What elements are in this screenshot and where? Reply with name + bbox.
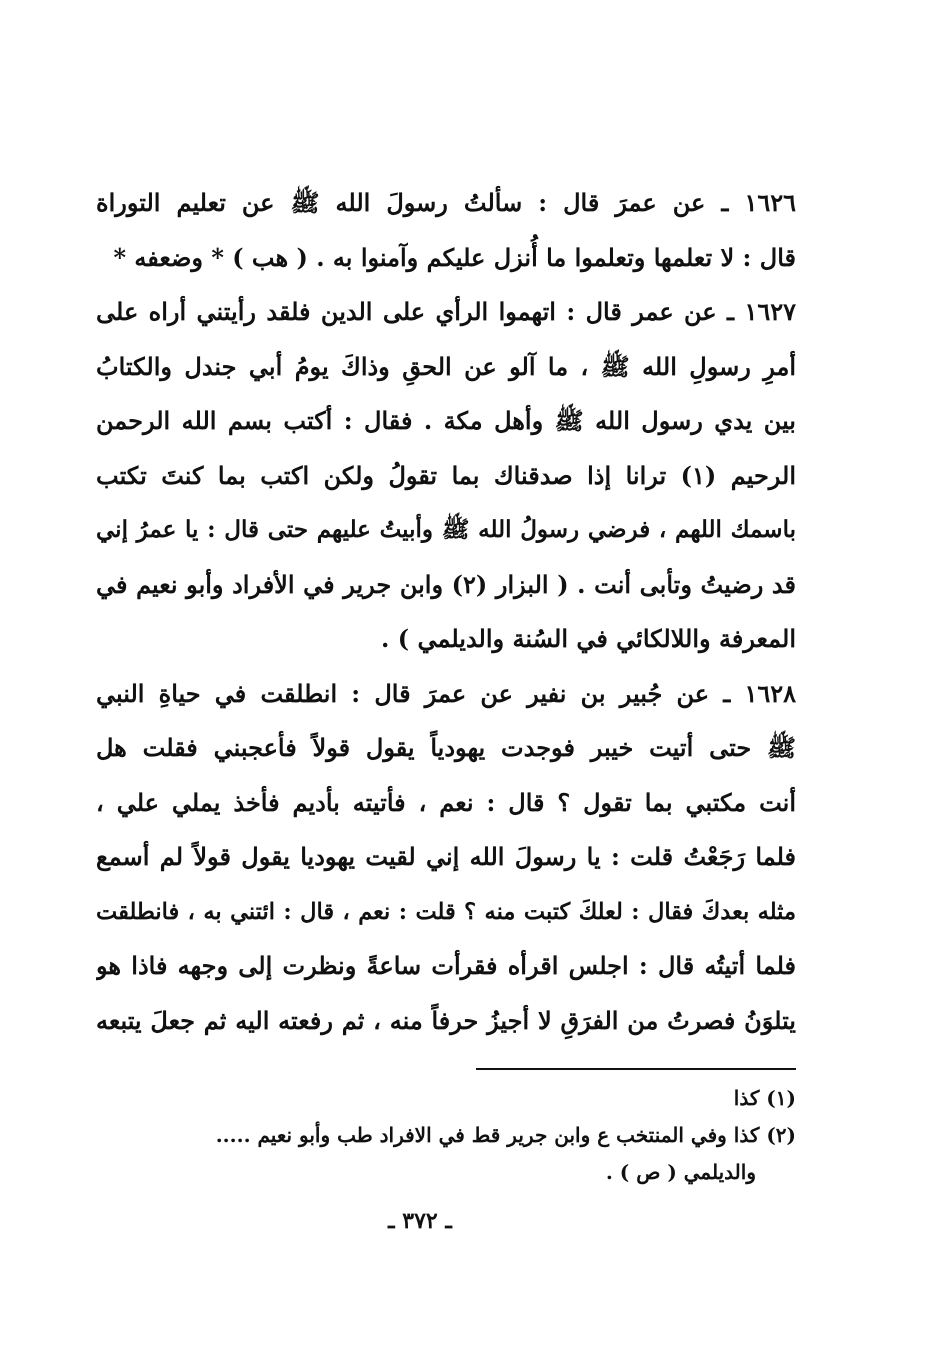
footnote-separator <box>476 1068 796 1070</box>
text-line: المعرفة واللالكائي في السُنة والديلمي ) . <box>381 624 796 653</box>
text-line: قال : لا تعلمها وتعلموا ما أُنزل عليكم وآمنوا به . ( هب ) * وضعفه * <box>113 242 796 272</box>
text-line: أنت مكتبي بما تقول ؟ قال : نعم ، فأتيته بأديم فأخذ يملي علي ، <box>96 787 796 817</box>
text-line: باسمك اللهم ، فرضي رسولُ الله ﷺ وأبيتُ عليهم حتى قال : يا عمرُ إني <box>96 516 796 543</box>
text-line: يتلوَنُ فصرتُ من الفرَقِ لا أجيزُ حرفاً منه ، ثم رفعته اليه ثم جعلَ يتبعه <box>96 1005 796 1035</box>
text-line: أمرِ رسولِ الله ﷺ ، ما آلو عن الحقِ وذاكَ يومُ أبي جندل والكتابُ <box>96 351 796 381</box>
text-line: مثله بعدكَ فقال : لعلكَ كتبت منه ؟ قلت : نعم ، قال : ائتني به ، فانطلقت <box>96 898 796 925</box>
footnote-2-continuation: والديلمي ( ص ) . <box>605 1160 756 1184</box>
text-line: قد رضيتُ وتأبى أنت . ( البزار (٢) وابن جرير في الأفراد وأبو نعيم في <box>96 569 796 599</box>
page-number: ـ ٣٧٢ ـ <box>388 1208 452 1234</box>
body-text <box>96 176 796 1048</box>
text-line: ١٦٢٦ ـ عن عمرَ قال : سألتُ رسولَ الله ﷺ عن تعليم التوراة <box>96 188 796 217</box>
text-line: ﷺ حتى أتيت خيبر فوجدت يهودياً يقول قولاً فأعجبني فقلت هل <box>96 733 796 762</box>
text-line: الرحيم (١) ترانا إذا صدقناك بما تقولُ ولكن اكتب بما كنتَ تكتب <box>96 460 796 490</box>
text-line: فلما أتيتُه قال : اجلس اقرأه فقرأت ساعةً ونظرت إلى وجهه فاذا هو <box>96 951 796 980</box>
text-line: ١٦٢٨ ـ عن جُبير بن نفير عن عمرَ قال : انطلقت في حياةِ النبي <box>96 678 796 708</box>
text-line: فلما رَجَعْتُ قلت : يا رسولَ الله إني لقيت يهوديا يقول قولاً لم أسمع <box>96 842 796 871</box>
footnotes <box>96 1080 796 1191</box>
footnote-1: (١) كذا <box>733 1086 796 1110</box>
text-line: بين يدي رسول الله ﷺ وأهل مكة . فقال : أكتب بسم الله الرحمن <box>96 406 796 435</box>
footnote-2: (٢) كذا وفي المنتخب ع وابن جرير قط في الافراد طب وأبو نعيم ..... <box>215 1123 796 1147</box>
text-line: ١٦٢٧ ـ عن عمر قال : اتهموا الرأي على الدين فلقد رأيتني أراه على <box>96 297 796 326</box>
